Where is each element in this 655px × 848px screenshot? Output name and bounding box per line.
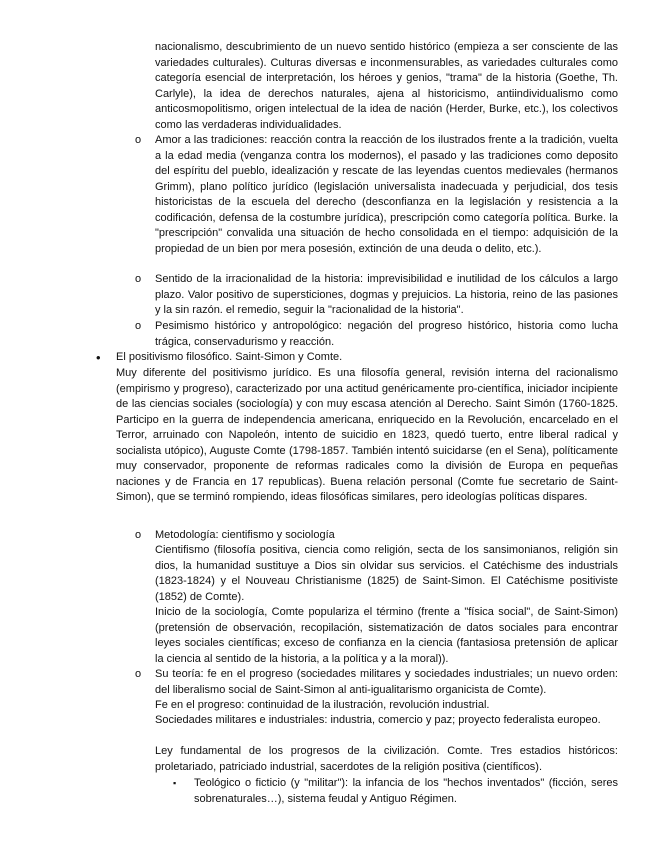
circle-bullet-icon: o	[135, 134, 142, 146]
disc-bullet-icon: •	[96, 350, 101, 365]
list-item-pesimismo: Pesimismo histórico y antropológico: negación del progreso histórico, historia como lucha trágica, conservadurismo y reacción.	[155, 320, 618, 348]
paragraph-sociedades: Sociedades militares e industriales: industria, comercio y paz; proyecto federalista europeo.	[155, 714, 601, 726]
list-item-irracionalidad: Sentido de la irracionalidad de la historia: imprevisibilidad e inutilidad de los cálculos a largo plazo. Valor positivo de supersticiones, dogmas y prejuicios. La historia, reino de las pasiones y la sin razón. el remedio, seguir la "racionalidad de la historia".	[155, 273, 618, 316]
paragraph-fe-progreso: Fe en el progreso: continuidad de la ilustración, revolución industrial.	[155, 699, 490, 711]
list-item-teologico: Teológico o ficticio (y "militar"): la infancia de los "hechos inventados" (ficción, seres sobrenaturales…), sistema feudal y Antiguo Régimen.	[194, 777, 618, 805]
paragraph-positivismo: Muy diferente del positivismo jurídico. Es una filosofía general, revisión interna del racionalismo (empirismo y progreso), caracterizado por una actitud genéricamente pro-científica, iniciador incipiente de las ciencias sociales (sociología) y con muy escasa atención al Derecho. Saint Simón (1760-1825. Participo en la guerra de independencia americana, enriquecido en la Revolución, encarcelado en el Terror, arruinado con Napoleón, intento de suicidio en 1823, quedó tuerto, entre liberal radical y socialista utópico), Auguste Comte (1798-1857. También intentó suicidarse (en el Sena), políticamente muy conservador, proponente de reformas radicales como la división de Europa en pequeñas naciones y de Francia en 17 republicas). Buena relación personal (Comte fue secretario de Saint-Simon), que se terminó rompiendo, ideas filosóficas similares, pero ideologías políticas dispares.	[116, 367, 618, 503]
paragraph-sociologia: Inicio de la sociología, Comte populariza el término (frente a "física social", de Saint-Simon) (pretensión de observación, recopilación, sistematización de datos sociales para encontrar leyes sociales científicas; exceso de confianza en la ciencia (fantasiosa pretensión de aplicar la ciencia al sentido de la historia, a la política y a la moral)).	[155, 606, 618, 665]
paragraph-ley-fundamental: Ley fundamental de los progresos de la civilización. Comte. Tres estadios históricos: proletariado, patriciado industrial, sacerdotes de la religión positiva (científicos).	[155, 745, 618, 773]
paragraph-nacionalismo: nacionalismo, descubrimiento de un nuevo sentido histórico (empieza a ser consciente de las variedades culturales). Culturas diversas e inconmensurables, as variedades culturales como categoría esencial de interpretación, los héroes y genios, "trama" de la historia (Goethe, Th. Carlyle), la idea de derechos naturales, ajena al historicismo, antiindividualismo como anticosmopolitismo, origen intelectual de la idea de nación (Herder, Burke, etc.), los colectivos como las verdaderas individualidades.	[155, 41, 618, 131]
circle-bullet-icon: o	[135, 273, 142, 285]
circle-bullet-icon: o	[135, 320, 142, 332]
paragraph-cientifismo: Cientifismo (filosofía positiva, ciencia como religión, secta de los sansimonianos, religión sin dios, la humanidad sustituye a Dios sin olvidar sus servicios. el Catéchisme des industrials (1823-1824) y el Nouveau Christianisme (1825) de Saint-Simon. El Catéchisme positiviste (1852) de Comte).	[155, 544, 618, 603]
square-bullet-icon: ▪	[173, 778, 177, 788]
list-item-teoria: Su teoría: fe en el progreso (sociedades militares y sociedades industriales; un nuevo orden: del liberalismo social de Saint-Simon al anti-igualitarismo organicista de Comte).	[155, 668, 618, 696]
section-heading-positivismo: El positivismo filosófico. Saint-Simon y Comte.	[116, 351, 343, 363]
circle-bullet-icon: o	[135, 668, 142, 680]
list-item-metodologia: Metodología: cientifismo y sociología	[155, 529, 335, 541]
list-item-tradiciones: Amor a las tradiciones: reacción contra la reacción de los ilustrados frente a la tradición, vuelta a la edad media (venganza contra los modernos), el pasado y las tradiciones como deposito del espíritu del pueblo, idealización y rescate de las leyendas cuentos medievales (hermanos Grimm), plano político jurídico (legislación universalista inadecuada y perjudicial, dos tesis historicistas de la escuela del derecho (desconfianza en la legislación y resistencia a la codificación, defensa de la costumbre jurídica), prescripción como categoría política. Burke. la "prescripción" convalida una situación de hecho consolidada en el tiempo: adquisición de la propiedad de un bien por mera posesión, extinción de una deuda o delito, etc.).	[155, 134, 618, 255]
circle-bullet-icon: o	[135, 529, 142, 541]
